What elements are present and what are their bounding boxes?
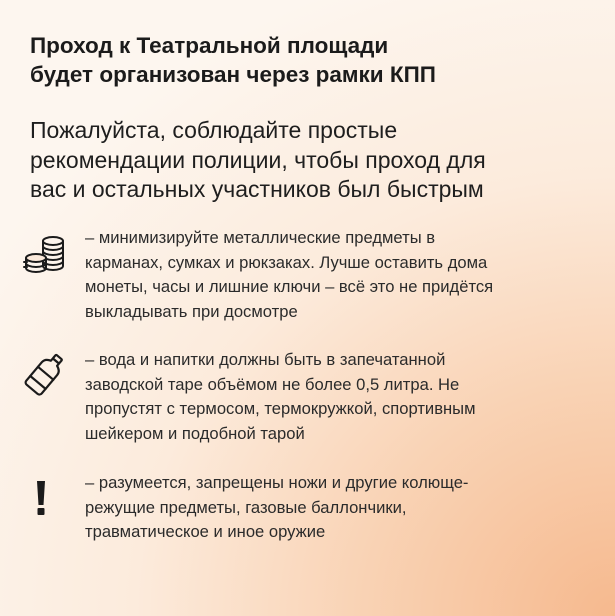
item-text: – минимизируйте металлические предметы в карманах, сумках и рюкзаках. Лучше оставить дома монеты, часы и лишние ключи – всё это не придётся выкладывать при досмотре [85, 228, 494, 321]
item-text: – разумеется, запрещены ножи и другие колюще- режущие предметы, газовые баллончики, травматическое и иное оружие [85, 473, 469, 541]
bottle-icon [22, 351, 68, 397]
subhead: Пожалуйста, соблюдайте простые рекомендации полиции, чтобы проход для вас и остальных участников был быстрым [30, 117, 486, 202]
exclamation-icon [22, 477, 68, 523]
headline: Проход к Театральной площади будет организован через рамки КПП [30, 33, 436, 87]
item-text: – вода и напитки должны быть в запечатанной заводской таре объёмом не более 0,5 литра. Не пропустят с термосом, термокружкой, спортивным шейкером и подобной тарой [85, 350, 476, 443]
coins-icon [22, 232, 68, 278]
